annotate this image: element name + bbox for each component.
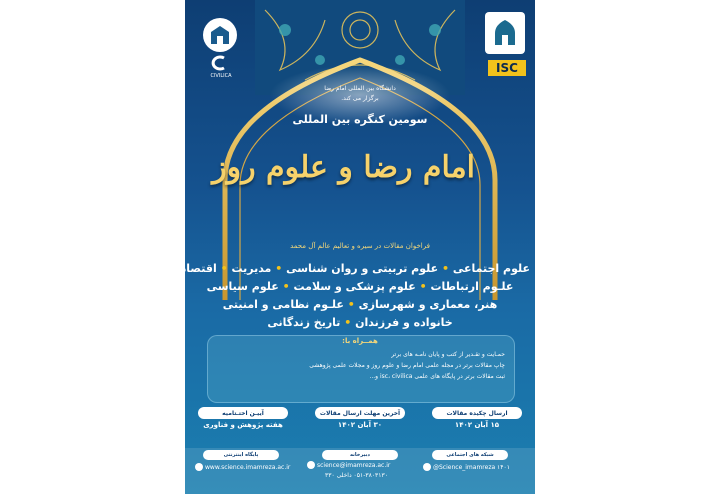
topic-item: هنر، معماری و شهرسازی <box>358 298 498 311</box>
benefit-item: حمـایت و تقـدیر از کتب و پایان نامـه های برتر <box>391 351 505 358</box>
topics-row: علوم اجتماعی • علوم تربیتی و روان شناسی • مدیریت • اقتصاد <box>180 262 530 275</box>
contact-social[interactable] <box>423 463 510 471</box>
topic-item: اقتصاد <box>180 262 217 275</box>
date-value-closing: هفته پژوهش و فناوری <box>203 421 283 429</box>
date-value-deadline: ۳۰ آبان ۱۴۰۲ <box>337 421 383 429</box>
topic-item: علوم پزشکی و سلامت <box>293 280 416 293</box>
conference-poster <box>180 0 535 494</box>
date-value-abstract: ۱۵ آبان ۱۴۰۲ <box>454 421 500 429</box>
date-label-abstract: ارسال چکیده مقالات <box>432 407 522 419</box>
contact-label-social: شبکه های اجتماعی <box>432 450 508 460</box>
topic-item: علوم سیاسی <box>206 280 279 293</box>
university-emblem-icon <box>203 18 237 52</box>
email-address: science@imamreza.ac.ir <box>317 461 391 469</box>
topic-item: خانواده و فرزندان <box>355 316 453 329</box>
website-url: www.science.imamreza.ac.ir <box>205 463 291 471</box>
shrine-emblem-icon <box>485 12 525 54</box>
benefit-item: ثبت مقالات برتر در پایگاه های علمی isc، civilica و... <box>369 373 505 380</box>
isc-logo: ISC <box>488 60 526 76</box>
congress-title: امام رضا و علوم روز <box>212 150 475 185</box>
organizer-line-2: برگزار می کند. <box>341 95 379 102</box>
contact-label-website: پایگاه اینترنتی <box>203 450 279 460</box>
topics-row: هنر، معماری و شهرسازی • علـوم نظامی و امنیتی <box>222 298 498 311</box>
date-label-closing: آییـن اختـتامیه <box>198 407 288 419</box>
topic-item: علوم تربیتی و روان شناسی <box>286 262 439 275</box>
phone-number: ۰۵۱-۳۸۰۳۱۳۰ داخلی ۳۳۰ <box>325 472 388 479</box>
globe-icon <box>195 463 203 471</box>
benefits-title: همــراه با: <box>342 337 378 345</box>
topic-item: علـوم نظامی و امنیتی <box>222 298 344 311</box>
civilica-logo-icon <box>208 55 232 71</box>
call-for-papers: فراخوان مقالات در سیره و تعالیم عالم آل محمد <box>290 242 430 250</box>
topic-item: علـوم ارتباطات <box>430 280 514 293</box>
topic-item: مدیریت <box>231 262 272 275</box>
topics-row: علـوم ارتباطات • علوم پزشکی و سلامت • علوم سیاسی <box>206 280 514 293</box>
contact-phone <box>325 472 388 479</box>
date-label-deadline: آخرین مهلت ارسال مقالات <box>315 407 405 419</box>
benefit-item: چاپ مقالات برتر در مجله علمی امام رضا و علوم روز و مجلات علمی پژوهشی <box>309 362 505 369</box>
instagram-icon <box>423 463 431 471</box>
conference-label: سومین کنگره بین المللی <box>292 113 428 126</box>
contact-label-secretariat: دبیرخانه <box>322 450 398 460</box>
email-icon <box>307 461 315 469</box>
social-handle: @Science_imamreza ۱۴۰۱ <box>433 463 510 471</box>
topic-item: علوم اجتماعی <box>452 262 530 275</box>
contact-email[interactable] <box>307 461 390 469</box>
organizer-line-1: دانشگاه بین المللی امام رضا <box>324 85 396 92</box>
contact-website[interactable] <box>195 463 290 471</box>
topics-row: خانواده و فرزندان • تاریخ زندگانی <box>267 316 453 329</box>
topic-item: تاریخ زندگانی <box>267 316 341 329</box>
civilica-label: CIVILICA <box>210 73 232 79</box>
